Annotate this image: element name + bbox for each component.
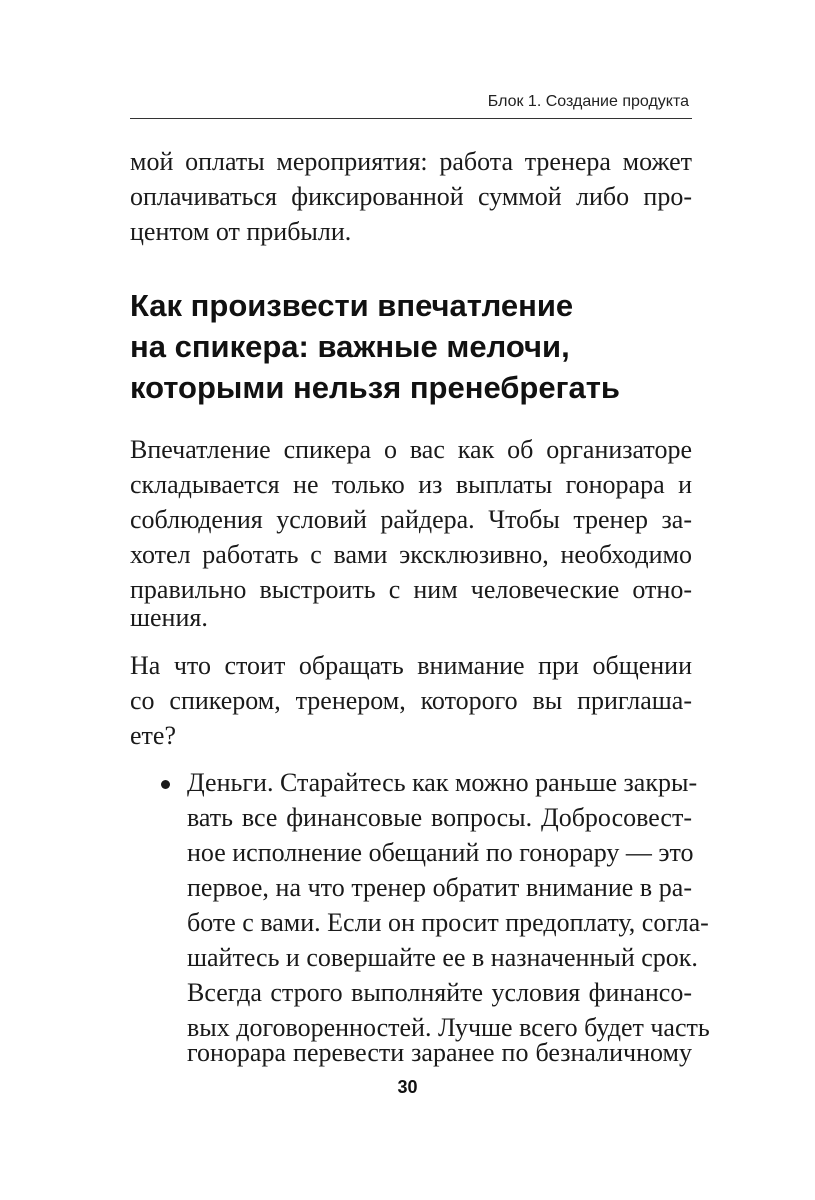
text-line: Впечатление спикера о вас как об организаторе: [130, 435, 692, 464]
text-line: шения.: [130, 603, 208, 632]
text-line: складывается не только из выплаты гонорара и: [130, 470, 692, 499]
text-line: На что стоит обращать внимание при общении: [130, 651, 692, 680]
page-number: 30: [397, 1077, 418, 1097]
text-line: гонорара перевести заранее по безналичному: [187, 1038, 692, 1067]
text-line: оплачиваться фиксированной суммой либо про-: [130, 182, 692, 211]
header-rule: [130, 118, 692, 119]
text-line: со спикером, тренером, которого вы приглаша-: [130, 686, 692, 715]
text-line: Деньги. Старайтесь как можно раньше закры-: [187, 768, 698, 797]
text-line: вать все финансовые вопросы. Добросовест-: [187, 803, 692, 832]
text-line: первое, на что тренер обратит внимание в ра-: [187, 873, 692, 902]
text-line: шайтесь и совершайте ее в назначенный срок.: [187, 943, 698, 972]
bullet-icon: [161, 780, 170, 789]
text-line: Всегда строго выполняйте условия финансо-: [187, 978, 692, 1007]
heading-line: Как произвести впечатление: [130, 288, 574, 323]
running-head: Блок 1. Создание продукта: [487, 93, 689, 110]
heading-line: на спикера: важные мелочи,: [130, 329, 570, 364]
text-line: центом от прибыли.: [130, 217, 352, 246]
text-line: вых договоренностей. Лучше всего будет часть: [187, 1013, 710, 1042]
text-line: мой оплаты мероприятия: работа тренера может: [130, 147, 692, 176]
heading-line: которыми нельзя пренебрегать: [130, 370, 620, 405]
text-line: боте с вами. Если он просит предоплату, согла-: [187, 908, 709, 937]
text-line: ное исполнение обещаний по гонорару — это: [187, 838, 694, 867]
text-line: правильно выстроить с ним человеческие отно-: [130, 575, 692, 604]
text-line: хотел работать с вами эксклюзивно, необходимо: [130, 540, 692, 569]
text-line: соблюдения условий райдера. Чтобы тренер за-: [130, 505, 692, 534]
text-line: ете?: [130, 721, 176, 750]
